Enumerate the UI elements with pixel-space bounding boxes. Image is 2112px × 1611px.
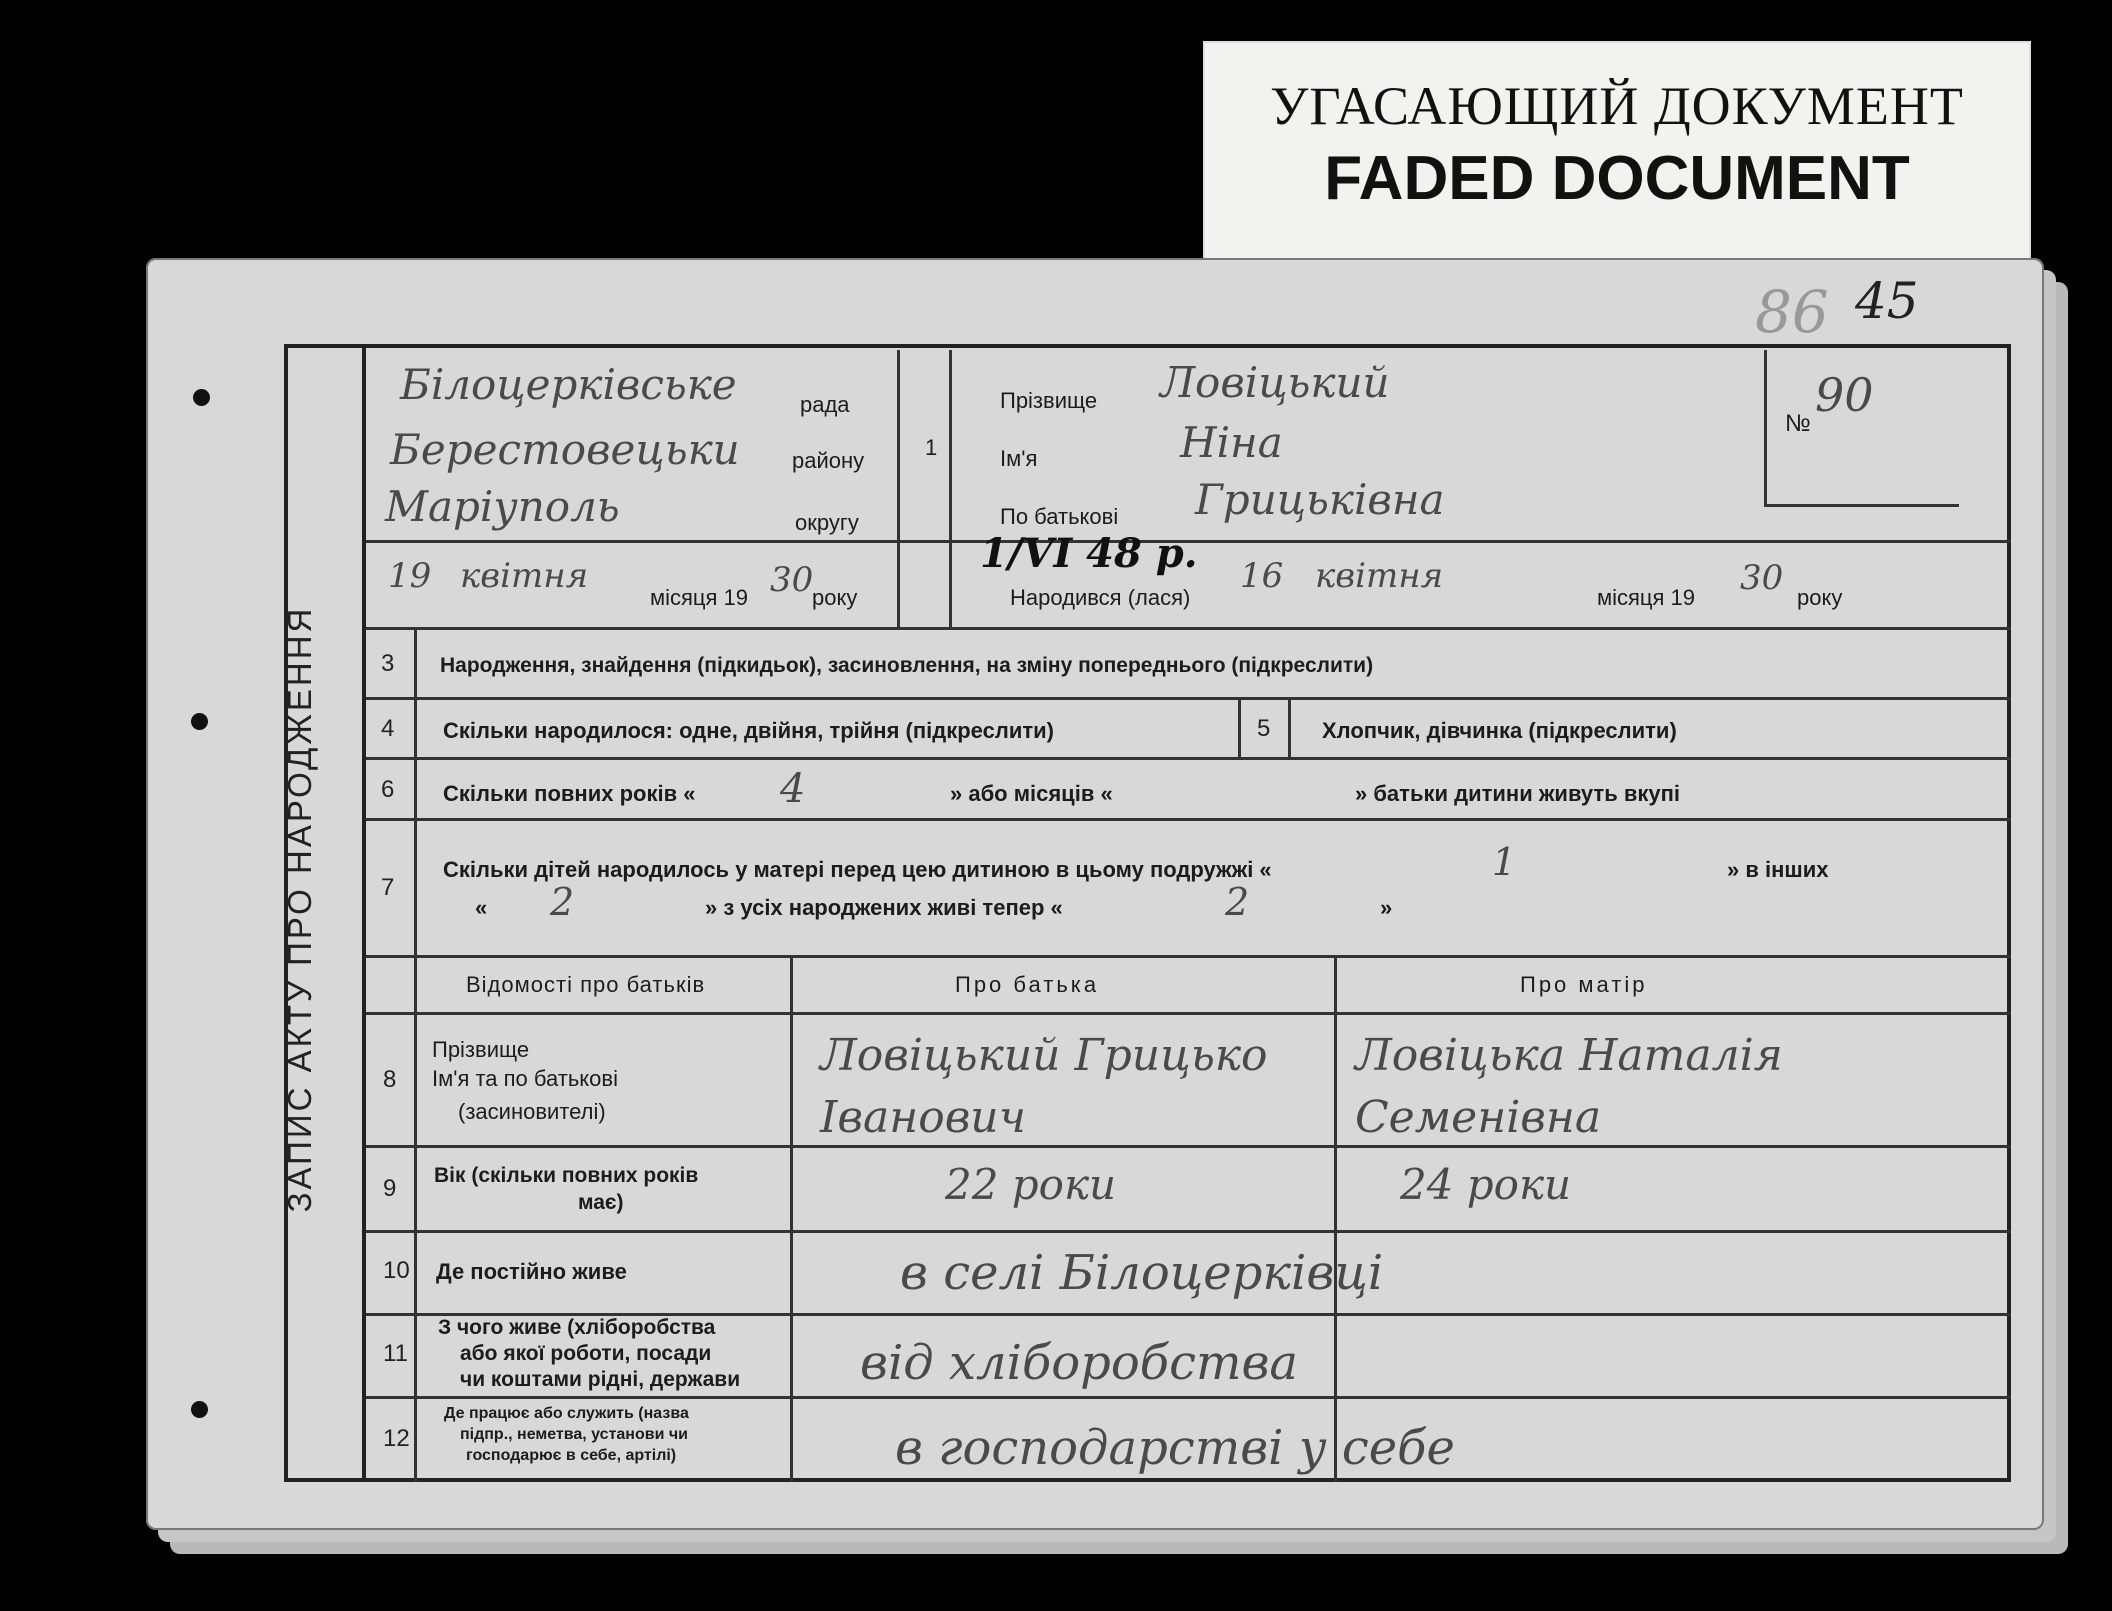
ink-annotation: 1/VI 48 р.: [980, 530, 1198, 577]
patronymic-label: По батькові: [1000, 504, 1119, 529]
surname-label: Прізвище: [1000, 388, 1098, 413]
row4-text: Скільки народилося: одне, двійня, трійня (підкреслити): [443, 718, 1054, 743]
divider: [366, 1396, 2011, 1399]
label-english: FADED DOCUMENT: [1324, 144, 1910, 213]
row6-text-b: » або місяців «: [950, 781, 1113, 806]
row-number: 12: [383, 1425, 410, 1452]
column-header-mother: Про матір: [1520, 972, 1648, 997]
row12-label-2: підпр., неметва, установи чи: [460, 1426, 688, 1443]
section-number: 1: [925, 435, 938, 460]
divider: [366, 818, 2011, 821]
rada-value: Білоцерківське: [400, 360, 737, 409]
faded-document-label: [1203, 41, 2031, 263]
registration-day: 19: [388, 556, 432, 596]
row-number: 9: [383, 1175, 397, 1202]
divider: [366, 955, 2011, 958]
row-number: 5: [1257, 715, 1271, 742]
father-age: 22 роки: [945, 1160, 1117, 1209]
divider: [897, 350, 900, 630]
born-month-label: місяця 19: [1597, 585, 1696, 610]
row8-label-2: Ім'я та по батькові: [432, 1066, 618, 1091]
registration-year-label: року: [812, 585, 858, 610]
divider: [1334, 955, 1337, 1482]
row7-text-a: Скільки дітей народилось у матері перед цею дитиною в цьому подружжі «: [443, 857, 1272, 882]
born-month: квітня: [1315, 556, 1444, 596]
label-russian: УГАСАЮЩИЙ ДОКУМЕНТ: [1270, 76, 1964, 136]
row7-value-a: 1: [1492, 840, 1517, 884]
divider: [1238, 697, 1241, 757]
divider: [366, 757, 2011, 760]
name-label: Ім'я: [1000, 446, 1038, 471]
born-year-label: року: [1797, 585, 1843, 610]
divider: [366, 1230, 2011, 1233]
surname-value: Ловіцький: [1160, 358, 1390, 407]
born-year: 30: [1740, 558, 1784, 598]
archive-number: 86: [1755, 278, 1829, 346]
row10-label: Де постійно живе: [436, 1259, 627, 1284]
divider: [366, 1012, 2011, 1015]
row-number: 6: [381, 776, 395, 803]
row11-label-2: або якої роботи, посади: [460, 1342, 712, 1365]
mother-age: 24 роки: [1400, 1160, 1572, 1209]
form-spine: [362, 344, 366, 1482]
divider: [1288, 697, 1291, 757]
row7-text-c: «: [475, 895, 488, 920]
punch-hole: [193, 389, 210, 406]
punch-hole: [191, 713, 208, 730]
row-number: 7: [381, 874, 395, 901]
name-value: Ніна: [1180, 418, 1283, 467]
row7-text-d: » з усіх народжених живі тепер «: [705, 895, 1063, 920]
residence-value: в селі Білоцерківці: [900, 1245, 1384, 1301]
row-number: 3: [381, 650, 395, 677]
row-number: 10: [383, 1257, 410, 1284]
registration-year: 30: [770, 560, 814, 600]
born-day: 16: [1240, 556, 1284, 596]
divider: [366, 627, 2011, 630]
row7-text-e: »: [1380, 895, 1393, 920]
row-number: 8: [383, 1066, 397, 1093]
row8-label-3: (засиновителі): [458, 1099, 606, 1124]
raion-label: району: [792, 448, 865, 473]
row6-text-c: » батьки дитини живуть вкупі: [1355, 781, 1681, 806]
row-number: 11: [383, 1340, 408, 1367]
column-header-info: Відомості про батьків: [466, 972, 706, 997]
row3-text: Народження, знайдення (підкидьок), засиновлення, на зміну попереднього (підкреслити): [440, 654, 1374, 677]
row7-value-c: 2: [1225, 880, 1250, 924]
row9-label-2: має): [578, 1191, 624, 1214]
divider: [366, 697, 2011, 700]
punch-hole: [191, 1401, 208, 1418]
rada-label: рада: [800, 392, 850, 417]
born-label: Народився (лася): [1010, 585, 1191, 610]
divider: [949, 350, 952, 630]
page-number: 45: [1855, 272, 1919, 330]
row12-label-1: Де працює або служить (назва: [444, 1405, 689, 1422]
row-number: 4: [381, 715, 395, 742]
occupation-value: від хліборобства: [860, 1335, 1299, 1391]
column-header-father: Про батька: [955, 972, 1100, 997]
okrug-value: Маріуполь: [385, 482, 620, 531]
workplace-value: в господарстві у себе: [895, 1420, 1455, 1476]
row6-value: 4: [780, 766, 806, 812]
row7-value-b: 2: [550, 880, 575, 924]
record-number-value: 90: [1815, 368, 1874, 422]
registration-month: квітня: [460, 556, 589, 596]
row5-text: Хлопчик, дівчинка (підкреслити): [1322, 718, 1677, 743]
okrug-label: округу: [795, 510, 859, 535]
row8-label-1: Прізвище: [432, 1037, 530, 1062]
registration-month-label: місяця 19: [650, 585, 749, 610]
row12-label-3: господарює в себе, артілі): [466, 1447, 677, 1464]
patronymic-value: Грицьківна: [1195, 475, 1445, 524]
row11-label-1: З чого живе (хліборобства: [438, 1316, 716, 1339]
row9-label-1: Вік (скільки повних років: [434, 1164, 699, 1187]
row7-text-b: » в інших: [1727, 857, 1829, 882]
row6-text-a: Скільки повних років «: [443, 781, 696, 806]
divider: [790, 955, 793, 1482]
row11-label-3: чи коштами рідні, держави: [460, 1368, 741, 1391]
divider: [414, 627, 417, 1482]
mother-full-name: Ловіцька Наталія Семенівна: [1355, 1030, 1783, 1143]
father-full-name: Ловіцький Грицько Іванович: [820, 1030, 1268, 1143]
raion-value: Берестовецьки: [390, 425, 740, 474]
record-number-label: №: [1785, 410, 1811, 437]
